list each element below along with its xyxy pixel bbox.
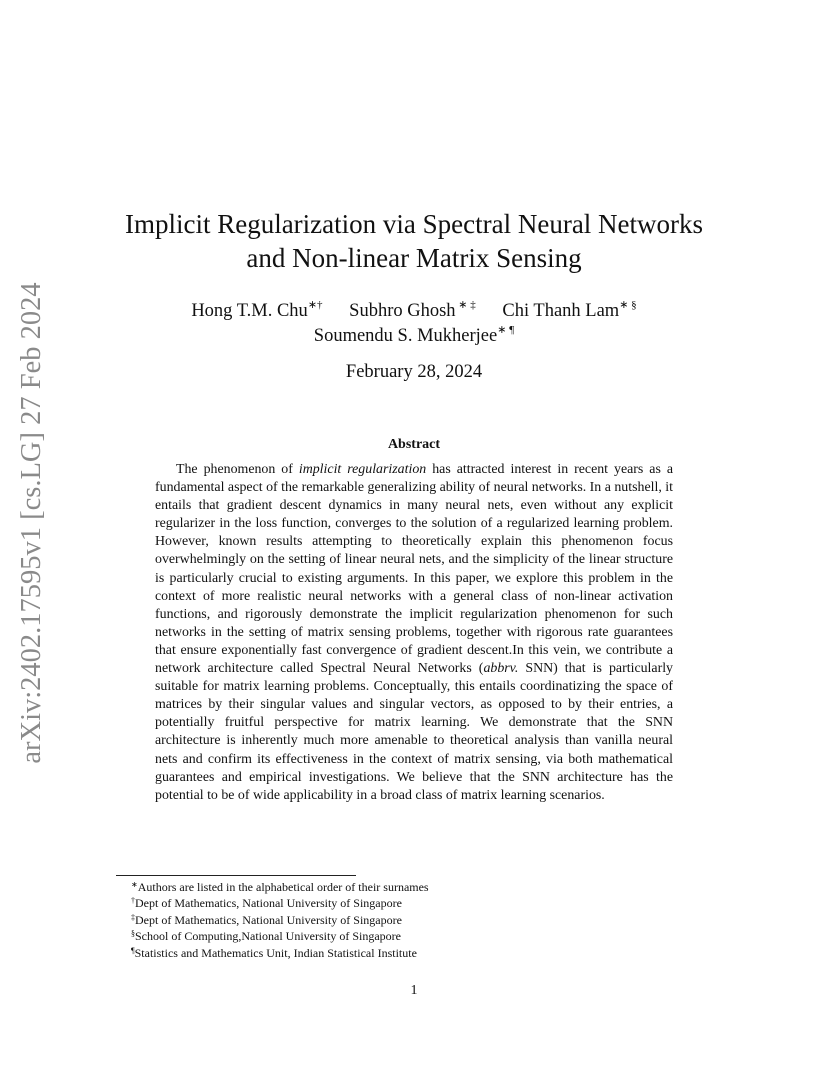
footnote-text: Dept of Mathematics, National University of Singapore xyxy=(135,912,402,927)
author-footnote-marks: ∗ ‡ xyxy=(455,299,476,311)
abstract-text: has attracted interest in recent years as a fundamental aspect of the remarkable generalizing ability of neural networks. In a nutshell, it entails that gradient descent dynamics in many neural nets, even without any explicit regularizer in the loss function, converges to the solution of a regularized learning problem. However, known results attempting to theoretically explain this phenomenon focus overwhelmingly on the setting of linear neural nets, and the simplicity of the linear structure is particularly crucial to existing arguments. In this paper, we explore this problem in the context of more realistic neural networks with a general class of non-linear activation functions, and rigorously demonstrate the implicit regularization phenomenon for such networks in the setting of matrix sensing problems, together with rigorous rate guarantees that ensure exponentially fast convergence of gradient descent.In this vein, we contribute a network architecture called Spectral Neural Networks ( xyxy=(155,462,674,677)
author-name: Hong T.M. Chu xyxy=(191,301,308,321)
abstract-abbrv: abbrv. xyxy=(483,661,519,677)
author-footnote-marks: ∗ § xyxy=(619,299,637,311)
footnote-mark: † xyxy=(131,896,135,906)
author-2 xyxy=(349,301,476,321)
author-name: Subhro Ghosh xyxy=(349,301,456,321)
footnote xyxy=(131,945,731,961)
footnote-divider xyxy=(116,875,356,876)
author-name: Chi Thanh Lam xyxy=(502,301,620,321)
paper-title xyxy=(60,207,768,275)
footnote-mark: § xyxy=(131,929,135,939)
title-line-2: and Non-linear Matrix Sensing xyxy=(246,243,582,273)
footnote xyxy=(131,928,731,944)
author-footnote-marks: ∗† xyxy=(307,299,323,311)
author-4 xyxy=(314,326,514,346)
footnote-text: School of Computing,National University of Singapore xyxy=(135,929,401,944)
footnote-mark: ∗ xyxy=(131,880,138,889)
abstract-heading: Abstract xyxy=(387,437,441,452)
footnote-text: Statistics and Mathematics Unit, Indian Statistical Institute xyxy=(134,945,417,960)
footnote xyxy=(131,879,731,895)
abstract-body xyxy=(155,461,673,805)
footnote-mark: ‡ xyxy=(131,912,135,922)
page-number: 1 xyxy=(410,983,418,998)
footnotes xyxy=(131,879,731,961)
author-list xyxy=(60,299,768,349)
title-line-1: Implicit Regularization via Spectral Neural Networks xyxy=(124,209,704,239)
abstract-emphasis: implicit regularization xyxy=(298,462,427,477)
author-name: Soumendu S. Mukherjee xyxy=(313,326,498,346)
footnote xyxy=(131,912,731,928)
arxiv-identifier-stamp xyxy=(16,282,48,764)
author-3 xyxy=(502,301,636,321)
arxiv-identifier-text: arXiv:2402.17595v1 [cs.LG] 27 Feb 2024 xyxy=(16,282,47,764)
abstract-text: SNN) that is particularly suitable for matrix learning problems. Conceptually, this entails coordinatizing the space of matrices by their singular values and singular vectors, as opposed to by their entries, a potentially fruitful perspective for matrix learning. We demonstrate that the SNN architecture is inherently much more amenable to theoretical analysis than vanilla neural nets and confirm its effectiveness in the context of matrix sensing, via both mathematical guarantees and empirical investigations. We believe that the SNN architecture has the potential to be of wide applicability in a broad class of matrix learning scenarios. xyxy=(155,661,674,803)
publication-date: February 28, 2024 xyxy=(345,362,483,382)
author-1 xyxy=(191,301,322,321)
abstract-text: The phenomenon of xyxy=(176,462,299,477)
footnote-mark: ¶ xyxy=(131,945,135,955)
footnote xyxy=(131,895,731,911)
author-footnote-marks: ∗ ¶ xyxy=(497,324,515,336)
footnote-text: Authors are listed in the alphabetical order of their surnames xyxy=(137,880,429,894)
footnote-text: Dept of Mathematics, National University of Singapore xyxy=(135,896,402,911)
